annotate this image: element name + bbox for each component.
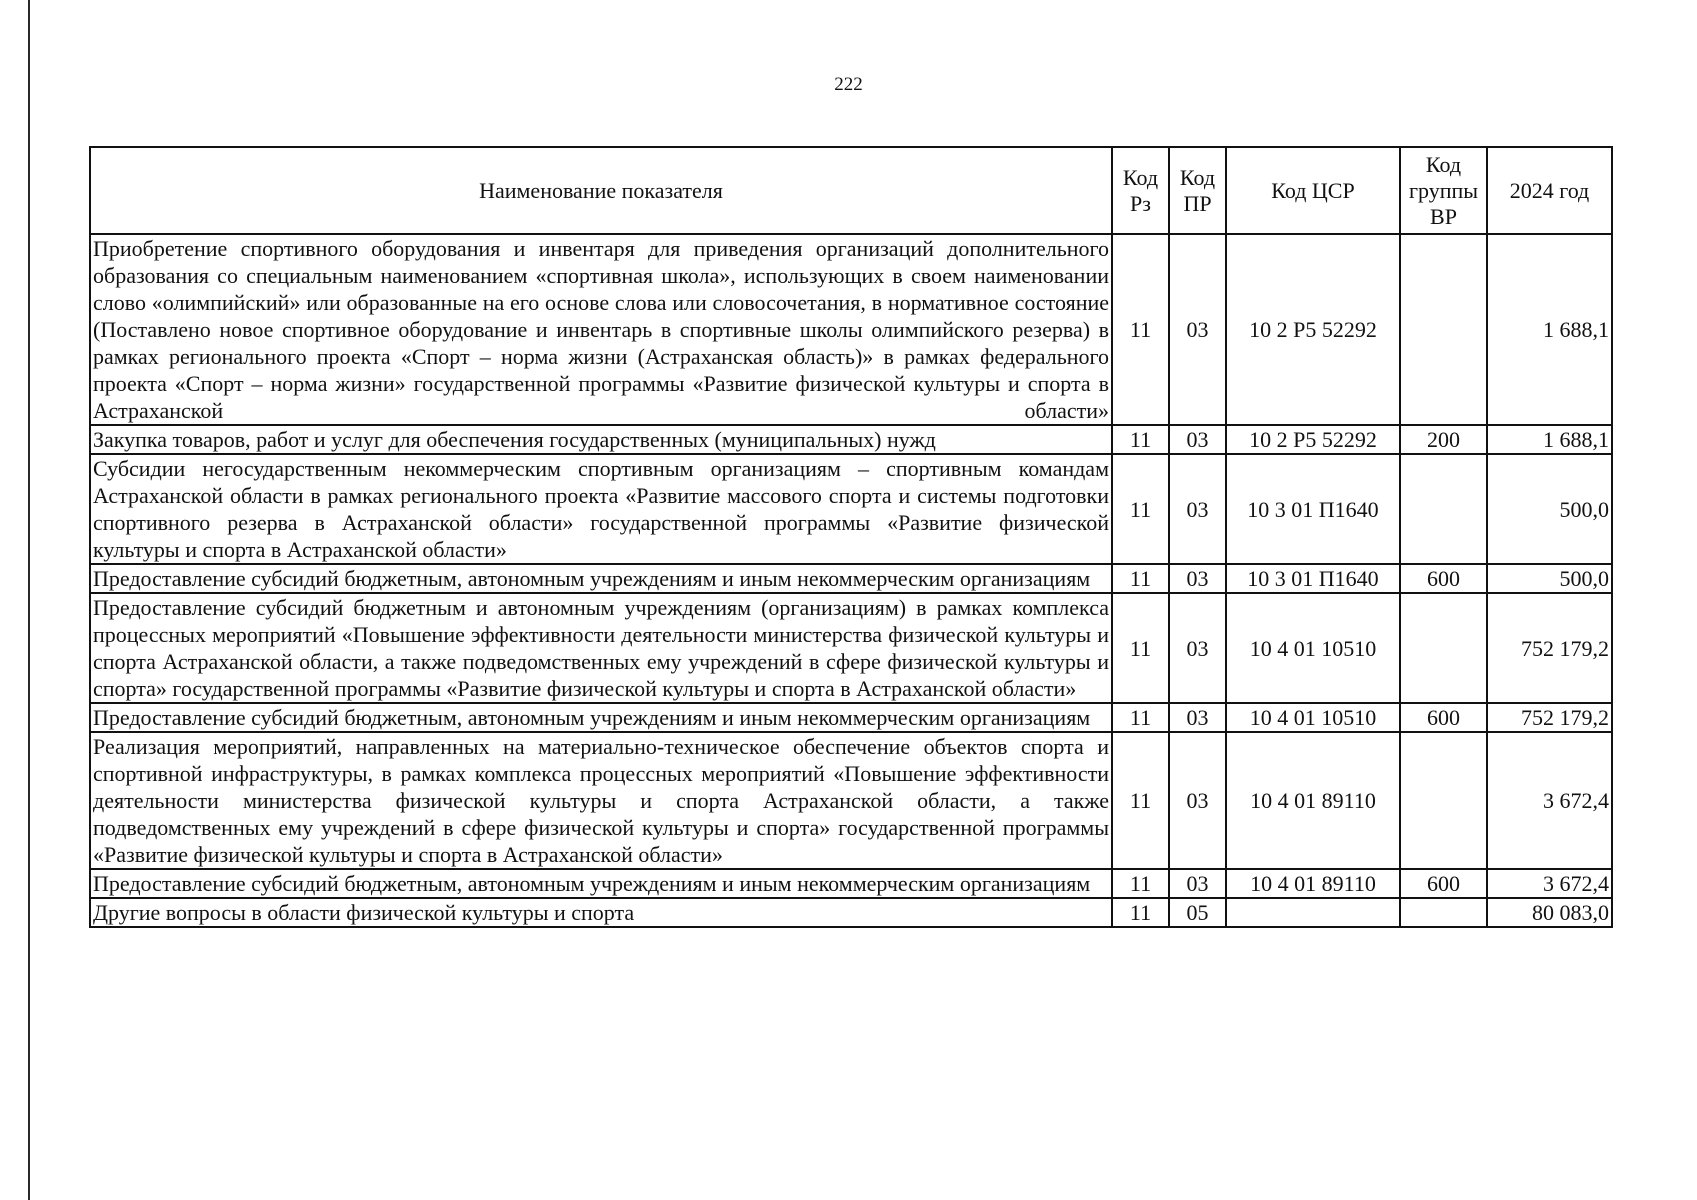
row-amount: 80 083,0 xyxy=(1487,898,1612,927)
row-vr: 600 xyxy=(1400,869,1487,898)
row-vr: 600 xyxy=(1400,703,1487,732)
table-row xyxy=(90,869,1612,898)
row-pr: 03 xyxy=(1169,593,1226,703)
row-amount: 500,0 xyxy=(1487,454,1612,564)
row-name: Приобретение спортивного оборудования и инвентаря для приведения организаций дополнительного образования со специальным наименованием «спортивная школа», использующих в своем наименовании слово «олимпийский» или образованные на его основе слова или словосочетания, в нормативное состояние (Поставлено новое спортивное оборудование и инвентарь в спортивные школы олимпийского резерва) в рамках регионального проекта «Спорт – норма жизни (Астраханская область)» в рамках федерального проекта «Спорт – норма жизни» государственной программы «Развитие физической культуры и спорта в Астраханской области» xyxy=(90,234,1112,425)
table-row xyxy=(90,898,1612,927)
row-vr xyxy=(1400,454,1487,564)
row-csr: 10 3 01 П1640 xyxy=(1226,454,1400,564)
page-number: 222 xyxy=(834,74,863,95)
row-amount: 1 688,1 xyxy=(1487,425,1612,454)
row-name: Предоставление субсидий бюджетным и автономным учреждениям (организациям) в рамках комплекса процессных мероприятий «Повышение эффективности деятельности министерства физической культуры и спорта Астраханской области, а также подведомственных ему учреждений в сфере физической культуры и спорта» государственной программы «Развитие физической культуры и спорта в Астраханской области» xyxy=(90,593,1112,703)
row-rz: 11 xyxy=(1112,898,1169,927)
row-name: Предоставление субсидий бюджетным, автономным учреждениям и иным некоммерческим организациям xyxy=(90,564,1112,593)
row-pr: 03 xyxy=(1169,703,1226,732)
row-name: Субсидии негосударственным некоммерческим спортивным организациям – спортивным командам Астраханской области в рамках регионального проекта «Развитие массового спорта и системы подготовки спортивного резерва в Астраханской области» государственной программы «Развитие физической культуры и спорта в Астраханской области» xyxy=(90,454,1112,564)
table-row xyxy=(90,454,1612,564)
row-vr xyxy=(1400,732,1487,869)
row-pr: 03 xyxy=(1169,234,1226,425)
budget-table xyxy=(89,146,1613,928)
row-rz: 11 xyxy=(1112,425,1169,454)
header-pr: Код ПР xyxy=(1169,147,1226,234)
row-csr: 10 4 01 89110 xyxy=(1226,732,1400,869)
header-csr: Код ЦСР xyxy=(1226,147,1400,234)
row-pr: 03 xyxy=(1169,425,1226,454)
table-row xyxy=(90,564,1612,593)
row-rz: 11 xyxy=(1112,234,1169,425)
header-name: Наименование показателя xyxy=(90,147,1112,234)
row-vr: 200 xyxy=(1400,425,1487,454)
row-pr: 03 xyxy=(1169,732,1226,869)
header-vr: Код группы ВР xyxy=(1400,147,1487,234)
row-pr: 05 xyxy=(1169,898,1226,927)
row-rz: 11 xyxy=(1112,703,1169,732)
table-row xyxy=(90,234,1612,425)
row-pr: 03 xyxy=(1169,454,1226,564)
row-csr: 10 2 Р5 52292 xyxy=(1226,425,1400,454)
table-row xyxy=(90,593,1612,703)
row-vr xyxy=(1400,898,1487,927)
row-vr xyxy=(1400,593,1487,703)
row-amount: 752 179,2 xyxy=(1487,703,1612,732)
row-pr: 03 xyxy=(1169,869,1226,898)
row-csr xyxy=(1226,898,1400,927)
table-header-row xyxy=(90,147,1612,234)
row-name: Закупка товаров, работ и услуг для обеспечения государственных (муниципальных) нужд xyxy=(90,425,1112,454)
row-name: Предоставление субсидий бюджетным, автономным учреждениям и иным некоммерческим организациям xyxy=(90,869,1112,898)
row-name: Реализация мероприятий, направленных на материально-техническое обеспечение объектов спорта и спортивной инфраструктуры, в рамках комплекса процессных мероприятий «Повышение эффективности деятельности министерства физической культуры и спорта Астраханской области, а также подведомственных ему учреждений в сфере физической культуры и спорта» государственной программы «Развитие физической культуры и спорта в Астраханской области» xyxy=(90,732,1112,869)
row-vr: 600 xyxy=(1400,564,1487,593)
header-rz: Код Рз xyxy=(1112,147,1169,234)
row-rz: 11 xyxy=(1112,593,1169,703)
row-rz: 11 xyxy=(1112,454,1169,564)
table-row xyxy=(90,425,1612,454)
row-csr: 10 2 Р5 52292 xyxy=(1226,234,1400,425)
header-year: 2024 год xyxy=(1487,147,1612,234)
row-name: Другие вопросы в области физической культуры и спорта xyxy=(90,898,1112,927)
row-amount: 3 672,4 xyxy=(1487,732,1612,869)
row-amount: 3 672,4 xyxy=(1487,869,1612,898)
row-amount: 752 179,2 xyxy=(1487,593,1612,703)
row-vr xyxy=(1400,234,1487,425)
row-csr: 10 4 01 10510 xyxy=(1226,703,1400,732)
page-edge-line xyxy=(28,0,30,1200)
row-name: Предоставление субсидий бюджетным, автономным учреждениям и иным некоммерческим организациям xyxy=(90,703,1112,732)
row-rz: 11 xyxy=(1112,564,1169,593)
row-pr: 03 xyxy=(1169,564,1226,593)
table-row xyxy=(90,703,1612,732)
row-amount: 1 688,1 xyxy=(1487,234,1612,425)
row-csr: 10 4 01 89110 xyxy=(1226,869,1400,898)
row-rz: 11 xyxy=(1112,869,1169,898)
table-row xyxy=(90,732,1612,869)
row-amount: 500,0 xyxy=(1487,564,1612,593)
row-rz: 11 xyxy=(1112,732,1169,869)
row-csr: 10 3 01 П1640 xyxy=(1226,564,1400,593)
row-csr: 10 4 01 10510 xyxy=(1226,593,1400,703)
